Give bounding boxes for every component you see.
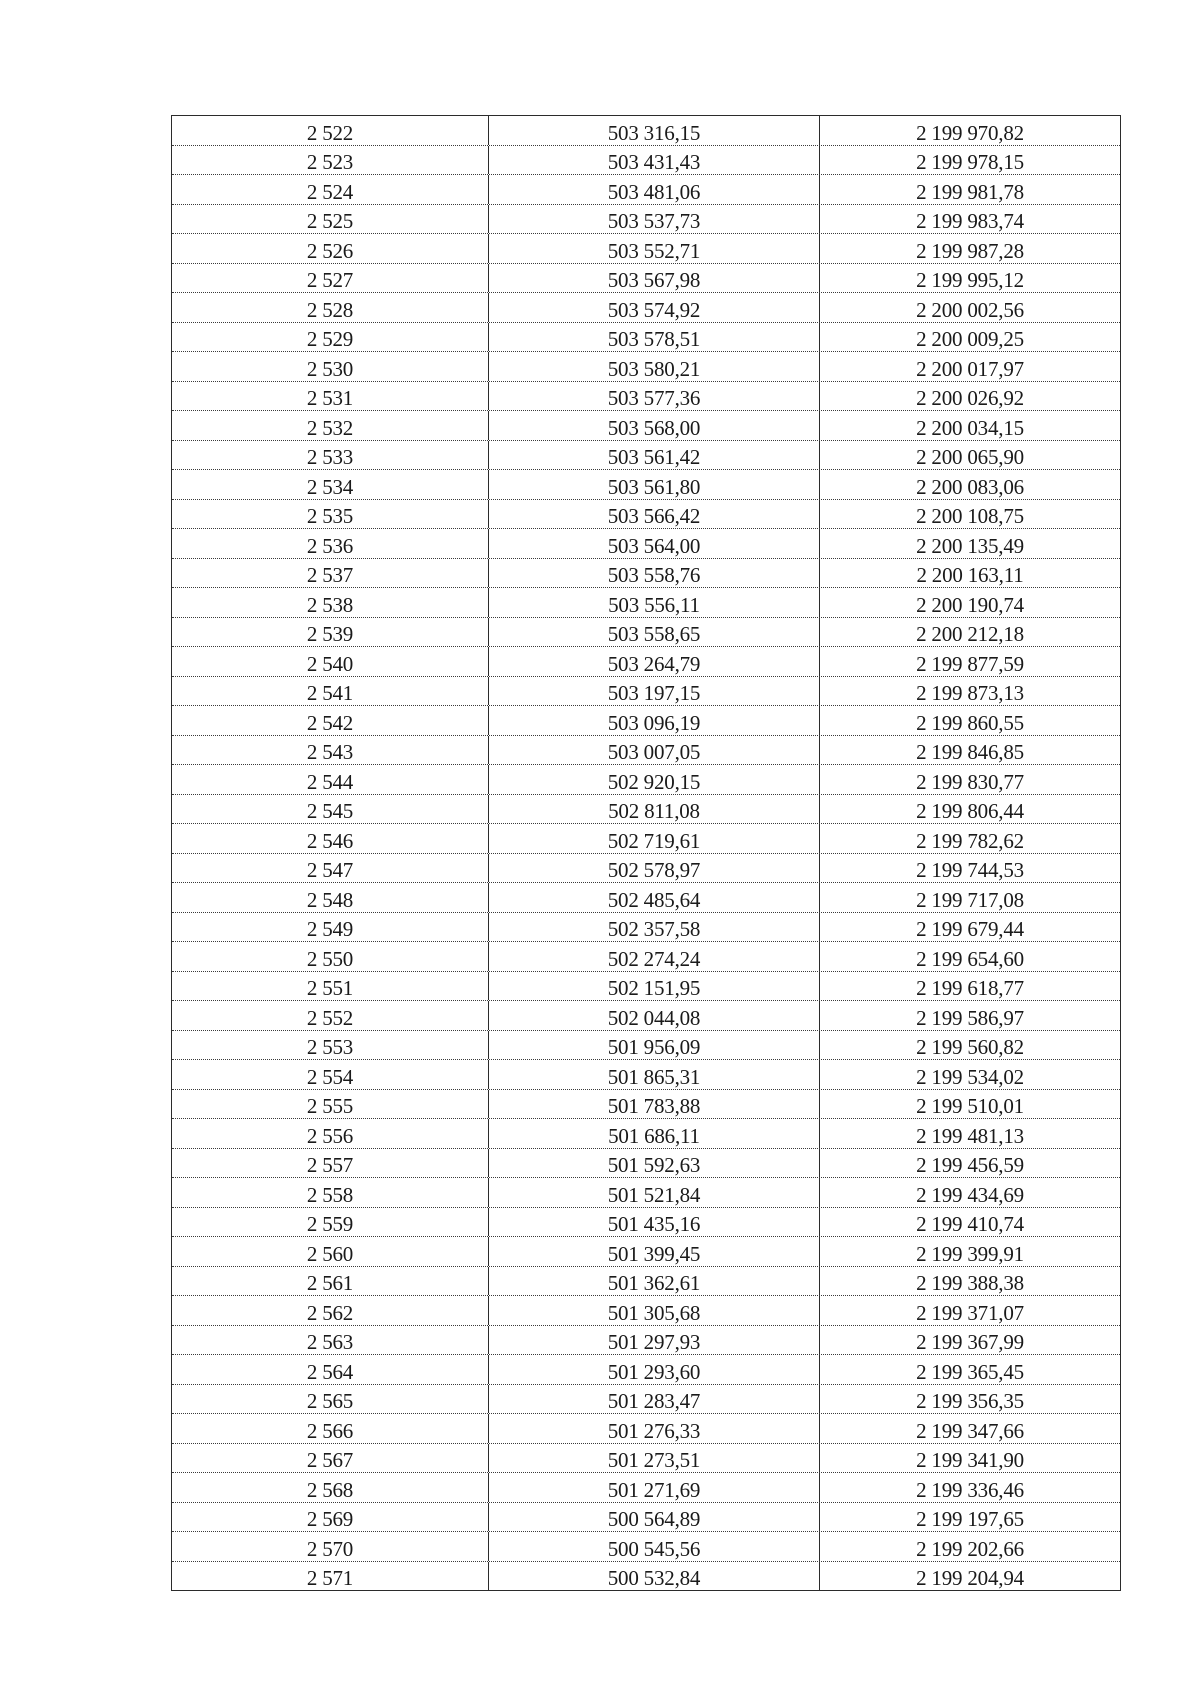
table-row xyxy=(172,1503,1120,1533)
y-coordinate-cell: 2 199 654,60 xyxy=(819,942,1120,971)
y-coordinate-cell: 2 200 065,90 xyxy=(819,441,1120,470)
y-coordinate-cell: 2 199 336,46 xyxy=(819,1473,1120,1502)
table-row xyxy=(172,1473,1120,1503)
table-row xyxy=(172,1296,1120,1326)
table-row xyxy=(172,1385,1120,1415)
point-number-cell: 2 540 xyxy=(306,651,354,676)
table-row xyxy=(172,1237,1120,1267)
y-coordinate-cell: 2 199 978,15 xyxy=(819,146,1120,175)
table-row xyxy=(172,854,1120,884)
table-row xyxy=(172,175,1120,205)
table-row xyxy=(172,264,1120,294)
x-coordinate-cell: 502 485,64 xyxy=(488,883,819,912)
table-row xyxy=(172,1001,1120,1031)
point-number-cell: 2 536 xyxy=(306,533,354,558)
table-row xyxy=(172,588,1120,618)
x-coordinate-cell: 503 561,42 xyxy=(488,441,819,470)
y-coordinate-cell: 2 199 356,35 xyxy=(819,1385,1120,1414)
x-coordinate-cell: 501 276,33 xyxy=(488,1414,819,1443)
coordinates-table xyxy=(171,115,1121,1591)
table-row xyxy=(172,559,1120,589)
point-number-cell: 2 558 xyxy=(306,1182,354,1207)
table-row xyxy=(172,1031,1120,1061)
y-coordinate-cell: 2 199 679,44 xyxy=(819,913,1120,942)
x-coordinate-cell: 503 577,36 xyxy=(488,382,819,411)
y-coordinate-cell: 2 199 202,66 xyxy=(819,1532,1120,1561)
point-number-cell: 2 559 xyxy=(306,1212,354,1236)
x-coordinate-cell: 503 316,15 xyxy=(488,116,819,145)
table-row xyxy=(172,234,1120,264)
y-coordinate-cell: 2 199 846,85 xyxy=(819,736,1120,765)
table-row xyxy=(172,1119,1120,1149)
x-coordinate-cell: 500 545,56 xyxy=(488,1532,819,1561)
x-coordinate-cell: 500 564,89 xyxy=(488,1503,819,1532)
x-coordinate-cell: 503 552,71 xyxy=(488,234,819,263)
table-row xyxy=(172,1355,1120,1385)
point-number-cell: 2 567 xyxy=(306,1448,354,1472)
table-row xyxy=(172,352,1120,382)
x-coordinate-cell: 501 783,88 xyxy=(488,1090,819,1119)
y-coordinate-cell: 2 200 108,75 xyxy=(819,500,1120,529)
y-coordinate-cell: 2 200 212,18 xyxy=(819,618,1120,647)
table-row xyxy=(172,382,1120,412)
point-number-cell: 2 563 xyxy=(306,1330,354,1354)
point-number-cell: 2 569 xyxy=(306,1507,354,1531)
x-coordinate-cell: 503 567,98 xyxy=(488,264,819,293)
x-coordinate-cell: 503 481,06 xyxy=(488,175,819,204)
y-coordinate-cell: 2 199 371,07 xyxy=(819,1296,1120,1325)
point-number-cell: 2 523 xyxy=(306,150,354,174)
table-row xyxy=(172,470,1120,500)
table-row xyxy=(172,1532,1120,1562)
y-coordinate-cell: 2 200 083,06 xyxy=(819,470,1120,499)
x-coordinate-cell: 501 592,63 xyxy=(488,1149,819,1178)
table-row xyxy=(172,795,1120,825)
table-row xyxy=(172,1562,1120,1592)
y-coordinate-cell: 2 199 987,28 xyxy=(819,234,1120,263)
point-number-cell: 2 548 xyxy=(306,887,354,912)
point-number-cell: 2 538 xyxy=(306,592,354,617)
y-coordinate-cell: 2 199 197,65 xyxy=(819,1503,1120,1532)
table-row xyxy=(172,824,1120,854)
y-coordinate-cell: 2 199 873,13 xyxy=(819,677,1120,706)
x-coordinate-cell: 502 811,08 xyxy=(488,795,819,824)
x-coordinate-cell: 503 556,11 xyxy=(488,588,819,617)
table-row xyxy=(172,116,1120,146)
y-coordinate-cell: 2 199 367,99 xyxy=(819,1326,1120,1355)
table-row xyxy=(172,293,1120,323)
x-coordinate-cell: 501 273,51 xyxy=(488,1444,819,1473)
table-row xyxy=(172,706,1120,736)
y-coordinate-cell: 2 199 204,94 xyxy=(819,1562,1120,1591)
point-number-cell: 2 570 xyxy=(306,1536,354,1561)
y-coordinate-cell: 2 199 860,55 xyxy=(819,706,1120,735)
y-coordinate-cell: 2 199 388,38 xyxy=(819,1267,1120,1296)
table-row xyxy=(172,1149,1120,1179)
table-row xyxy=(172,1267,1120,1297)
point-number-cell: 2 535 xyxy=(306,504,354,528)
point-number-cell: 2 549 xyxy=(306,917,354,941)
table-row xyxy=(172,972,1120,1002)
x-coordinate-cell: 501 956,09 xyxy=(488,1031,819,1060)
y-coordinate-cell: 2 200 034,15 xyxy=(819,411,1120,440)
point-number-cell: 2 529 xyxy=(306,327,354,351)
point-number-cell: 2 547 xyxy=(306,858,354,882)
table-row xyxy=(172,883,1120,913)
x-coordinate-cell: 503 096,19 xyxy=(488,706,819,735)
x-coordinate-cell: 502 357,58 xyxy=(488,913,819,942)
y-coordinate-cell: 2 199 970,82 xyxy=(819,116,1120,145)
table-row xyxy=(172,1090,1120,1120)
table-row xyxy=(172,736,1120,766)
y-coordinate-cell: 2 199 586,97 xyxy=(819,1001,1120,1030)
y-coordinate-cell: 2 200 002,56 xyxy=(819,293,1120,322)
x-coordinate-cell: 502 578,97 xyxy=(488,854,819,883)
point-number-cell: 2 522 xyxy=(306,120,354,145)
y-coordinate-cell: 2 200 190,74 xyxy=(819,588,1120,617)
point-number-cell: 2 568 xyxy=(306,1477,354,1502)
y-coordinate-cell: 2 200 017,97 xyxy=(819,352,1120,381)
point-number-cell: 2 530 xyxy=(306,356,354,381)
x-coordinate-cell: 503 007,05 xyxy=(488,736,819,765)
x-coordinate-cell: 501 293,60 xyxy=(488,1355,819,1384)
point-number-cell: 2 556 xyxy=(306,1123,354,1148)
point-number-cell: 2 561 xyxy=(306,1271,354,1295)
table-row xyxy=(172,647,1120,677)
point-number-cell: 2 524 xyxy=(306,179,354,204)
x-coordinate-cell: 503 561,80 xyxy=(488,470,819,499)
x-coordinate-cell: 501 297,93 xyxy=(488,1326,819,1355)
y-coordinate-cell: 2 199 510,01 xyxy=(819,1090,1120,1119)
table-row xyxy=(172,146,1120,176)
x-coordinate-cell: 501 305,68 xyxy=(488,1296,819,1325)
x-coordinate-cell: 503 580,21 xyxy=(488,352,819,381)
y-coordinate-cell: 2 199 434,69 xyxy=(819,1178,1120,1207)
y-coordinate-cell: 2 199 806,44 xyxy=(819,795,1120,824)
table-row xyxy=(172,441,1120,471)
y-coordinate-cell: 2 199 560,82 xyxy=(819,1031,1120,1060)
table-row xyxy=(172,411,1120,441)
x-coordinate-cell: 500 532,84 xyxy=(488,1562,819,1591)
point-number-cell: 2 528 xyxy=(306,297,354,322)
table-row xyxy=(172,323,1120,353)
y-coordinate-cell: 2 199 534,02 xyxy=(819,1060,1120,1089)
point-number-cell: 2 551 xyxy=(306,976,354,1000)
y-coordinate-cell: 2 199 744,53 xyxy=(819,854,1120,883)
point-number-cell: 2 531 xyxy=(306,386,354,410)
point-number-cell: 2 537 xyxy=(306,563,354,587)
table-row xyxy=(172,677,1120,707)
table-row xyxy=(172,205,1120,235)
y-coordinate-cell: 2 199 410,74 xyxy=(819,1208,1120,1237)
y-coordinate-cell: 2 200 026,92 xyxy=(819,382,1120,411)
point-number-cell: 2 543 xyxy=(306,740,354,764)
x-coordinate-cell: 501 362,61 xyxy=(488,1267,819,1296)
point-number-cell: 2 532 xyxy=(306,415,354,440)
y-coordinate-cell: 2 200 163,11 xyxy=(819,559,1120,588)
y-coordinate-cell: 2 199 365,45 xyxy=(819,1355,1120,1384)
x-coordinate-cell: 502 274,24 xyxy=(488,942,819,971)
y-coordinate-cell: 2 199 981,78 xyxy=(819,175,1120,204)
point-number-cell: 2 539 xyxy=(306,622,354,646)
table-row xyxy=(172,1444,1120,1474)
table-row xyxy=(172,1326,1120,1356)
x-coordinate-cell: 503 197,15 xyxy=(488,677,819,706)
point-number-cell: 2 560 xyxy=(306,1241,354,1266)
x-coordinate-cell: 503 568,00 xyxy=(488,411,819,440)
point-number-cell: 2 526 xyxy=(306,238,354,263)
y-coordinate-cell: 2 199 877,59 xyxy=(819,647,1120,676)
table-row xyxy=(172,529,1120,559)
point-number-cell: 2 554 xyxy=(306,1064,354,1089)
y-coordinate-cell: 2 199 782,62 xyxy=(819,824,1120,853)
x-coordinate-cell: 501 399,45 xyxy=(488,1237,819,1266)
table-row xyxy=(172,913,1120,943)
point-number-cell: 2 546 xyxy=(306,828,354,853)
point-number-cell: 2 542 xyxy=(306,710,354,735)
point-number-cell: 2 550 xyxy=(306,946,354,971)
y-coordinate-cell: 2 199 399,91 xyxy=(819,1237,1120,1266)
y-coordinate-cell: 2 199 456,59 xyxy=(819,1149,1120,1178)
point-number-cell: 2 541 xyxy=(306,681,354,705)
x-coordinate-cell: 503 558,76 xyxy=(488,559,819,588)
x-coordinate-cell: 502 719,61 xyxy=(488,824,819,853)
point-number-cell: 2 555 xyxy=(306,1094,354,1118)
point-number-cell: 2 525 xyxy=(306,209,354,233)
table-row xyxy=(172,1178,1120,1208)
point-number-cell: 2 564 xyxy=(306,1359,354,1384)
x-coordinate-cell: 503 578,51 xyxy=(488,323,819,352)
y-coordinate-cell: 2 199 717,08 xyxy=(819,883,1120,912)
y-coordinate-cell: 2 199 995,12 xyxy=(819,264,1120,293)
table-row xyxy=(172,500,1120,530)
table-row xyxy=(172,618,1120,648)
point-number-cell: 2 562 xyxy=(306,1300,354,1325)
point-number-cell: 2 557 xyxy=(306,1153,354,1177)
x-coordinate-cell: 503 264,79 xyxy=(488,647,819,676)
point-number-cell: 2 571 xyxy=(306,1566,354,1590)
x-coordinate-cell: 502 151,95 xyxy=(488,972,819,1001)
y-coordinate-cell: 2 200 135,49 xyxy=(819,529,1120,558)
point-number-cell: 2 566 xyxy=(306,1418,354,1443)
point-number-cell: 2 527 xyxy=(306,268,354,292)
x-coordinate-cell: 503 564,00 xyxy=(488,529,819,558)
x-coordinate-cell: 502 920,15 xyxy=(488,765,819,794)
point-number-cell: 2 533 xyxy=(306,445,354,469)
x-coordinate-cell: 503 566,42 xyxy=(488,500,819,529)
table-row xyxy=(172,1208,1120,1238)
x-coordinate-cell: 501 686,11 xyxy=(488,1119,819,1148)
x-coordinate-cell: 501 283,47 xyxy=(488,1385,819,1414)
table-row xyxy=(172,765,1120,795)
y-coordinate-cell: 2 199 830,77 xyxy=(819,765,1120,794)
y-coordinate-cell: 2 199 983,74 xyxy=(819,205,1120,234)
x-coordinate-cell: 501 271,69 xyxy=(488,1473,819,1502)
table-row xyxy=(172,1414,1120,1444)
point-number-cell: 2 565 xyxy=(306,1389,354,1413)
x-coordinate-cell: 503 558,65 xyxy=(488,618,819,647)
point-number-cell: 2 545 xyxy=(306,799,354,823)
point-number-cell: 2 552 xyxy=(306,1005,354,1030)
x-coordinate-cell: 503 537,73 xyxy=(488,205,819,234)
x-coordinate-cell: 503 574,92 xyxy=(488,293,819,322)
point-number-cell: 2 553 xyxy=(306,1035,354,1059)
y-coordinate-cell: 2 199 341,90 xyxy=(819,1444,1120,1473)
x-coordinate-cell: 501 865,31 xyxy=(488,1060,819,1089)
table-row xyxy=(172,942,1120,972)
x-coordinate-cell: 502 044,08 xyxy=(488,1001,819,1030)
y-coordinate-cell: 2 200 009,25 xyxy=(819,323,1120,352)
point-number-cell: 2 534 xyxy=(306,474,354,499)
x-coordinate-cell: 503 431,43 xyxy=(488,146,819,175)
y-coordinate-cell: 2 199 481,13 xyxy=(819,1119,1120,1148)
y-coordinate-cell: 2 199 347,66 xyxy=(819,1414,1120,1443)
point-number-cell: 2 544 xyxy=(306,769,354,794)
x-coordinate-cell: 501 435,16 xyxy=(488,1208,819,1237)
y-coordinate-cell: 2 199 618,77 xyxy=(819,972,1120,1001)
x-coordinate-cell: 501 521,84 xyxy=(488,1178,819,1207)
table-row xyxy=(172,1060,1120,1090)
